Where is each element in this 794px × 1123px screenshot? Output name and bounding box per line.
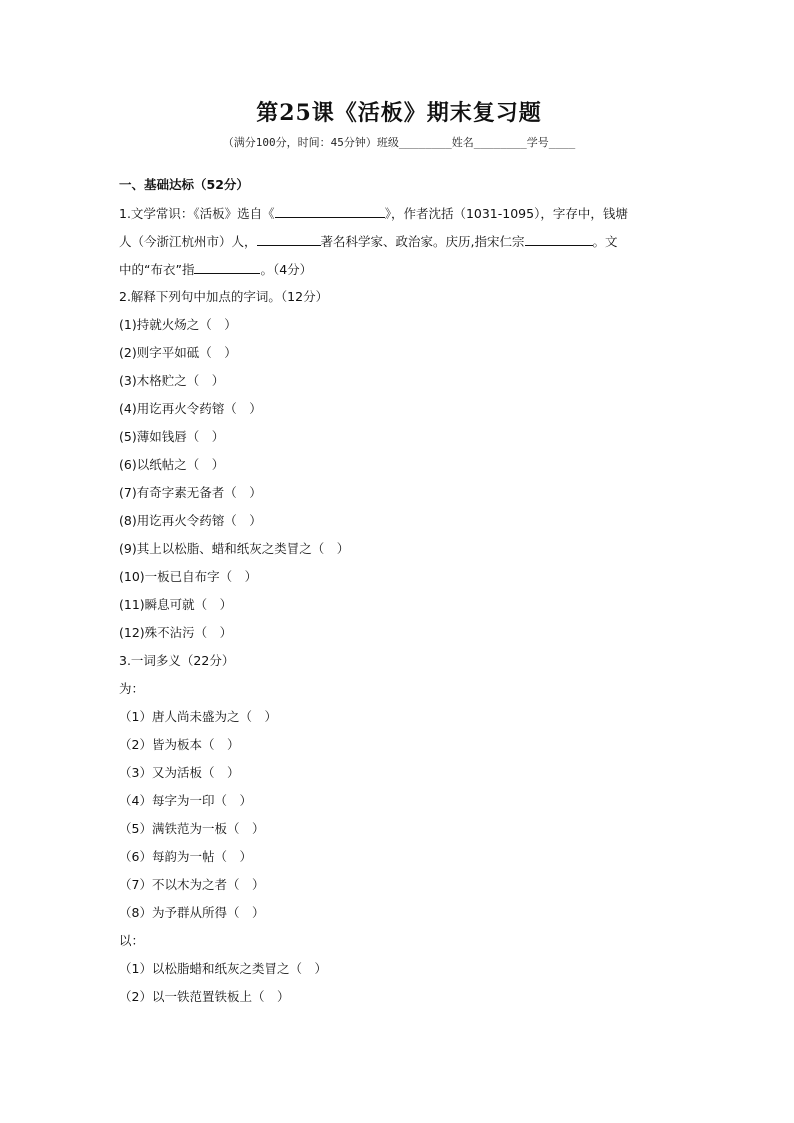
- q2-item: (3)木格贮之（ ）: [119, 373, 225, 388]
- wei-item: （2）皆为板本（ ）: [119, 737, 240, 752]
- q1-text-f: 中的“布衣”指: [119, 262, 195, 277]
- wei-item: （6）每韵为一帖（ ）: [119, 849, 252, 864]
- q2-item: (6)以纸帖之（ ）: [119, 457, 225, 472]
- q2-item: (9)其上以松脂、蜡和纸灰之类冒之（ ）: [119, 541, 350, 556]
- q2-item: (12)殊不沾污（ ）: [119, 625, 233, 640]
- page-title: 第25课《活板》期末复习题: [256, 100, 542, 126]
- q1-blank-emperor[interactable]: [525, 233, 593, 246]
- question-2-stem: 2.解释下列句中加点的字词。（12分）: [119, 289, 329, 304]
- wei-item: （8）为予群从所得（ ）: [119, 905, 265, 920]
- wei-item: （7）不以木为之者（ ）: [119, 877, 265, 892]
- q2-item: (7)有奇字素无备者（ ）: [119, 485, 262, 500]
- wei-item: （3）又为活板（ ）: [119, 765, 240, 780]
- q1-blank-dynasty[interactable]: [257, 233, 321, 246]
- question-1-line-1: [119, 205, 628, 222]
- wei-item: （4）每字为一印（ ）: [119, 793, 252, 808]
- q1-text-a: 1.文学常识：《活板》选自《: [119, 206, 275, 221]
- q2-item: (1)持就火炀之（ ）: [119, 317, 237, 332]
- q1-blank-buyi[interactable]: [194, 261, 260, 274]
- section-heading: 一、基础达标（52分）: [119, 177, 249, 192]
- wei-item: （1）唐人尚未盛为之（ ）: [119, 709, 277, 724]
- yi-label: 以：: [119, 933, 145, 948]
- q2-item: (8)用讫再火令药镕（ ）: [119, 513, 262, 528]
- q1-blank-source[interactable]: [275, 205, 385, 218]
- q2-item: (5)薄如钱唇（ ）: [119, 429, 225, 444]
- q1-text-b: 》，作者沈括（1031-1095），字存中，钱塘: [384, 206, 628, 221]
- q1-text-d: 著名科学家、政治家。庆历,指宋仁宗: [320, 234, 525, 249]
- exam-info-line: （满分100分，时间：45分钟）班级________姓名________学号____: [222, 136, 576, 149]
- q1-text-e: 。文: [592, 234, 618, 249]
- wei-label: 为：: [119, 681, 145, 696]
- question-1-line-3: [119, 261, 312, 278]
- q2-item: (2)则字平如砥（ ）: [119, 345, 237, 360]
- question-3-stem: 3.一词多义（22分）: [119, 653, 235, 668]
- yi-item: （1）以松脂蜡和纸灰之类冒之（ ）: [119, 961, 327, 976]
- question-1-line-2: [119, 233, 618, 250]
- q1-text-g: 。（4分）: [260, 262, 313, 277]
- q2-item: (4)用讫再火令药镕（ ）: [119, 401, 262, 416]
- q2-item: (10)一板已自布字（ ）: [119, 569, 258, 584]
- yi-item: （2）以一铁范置铁板上（ ）: [119, 989, 290, 1004]
- wei-item: （5）满铁范为一板（ ）: [119, 821, 265, 836]
- q1-text-c: 人（今浙江杭州市）人，: [119, 234, 257, 249]
- q2-item: (11)瞬息可就（ ）: [119, 597, 233, 612]
